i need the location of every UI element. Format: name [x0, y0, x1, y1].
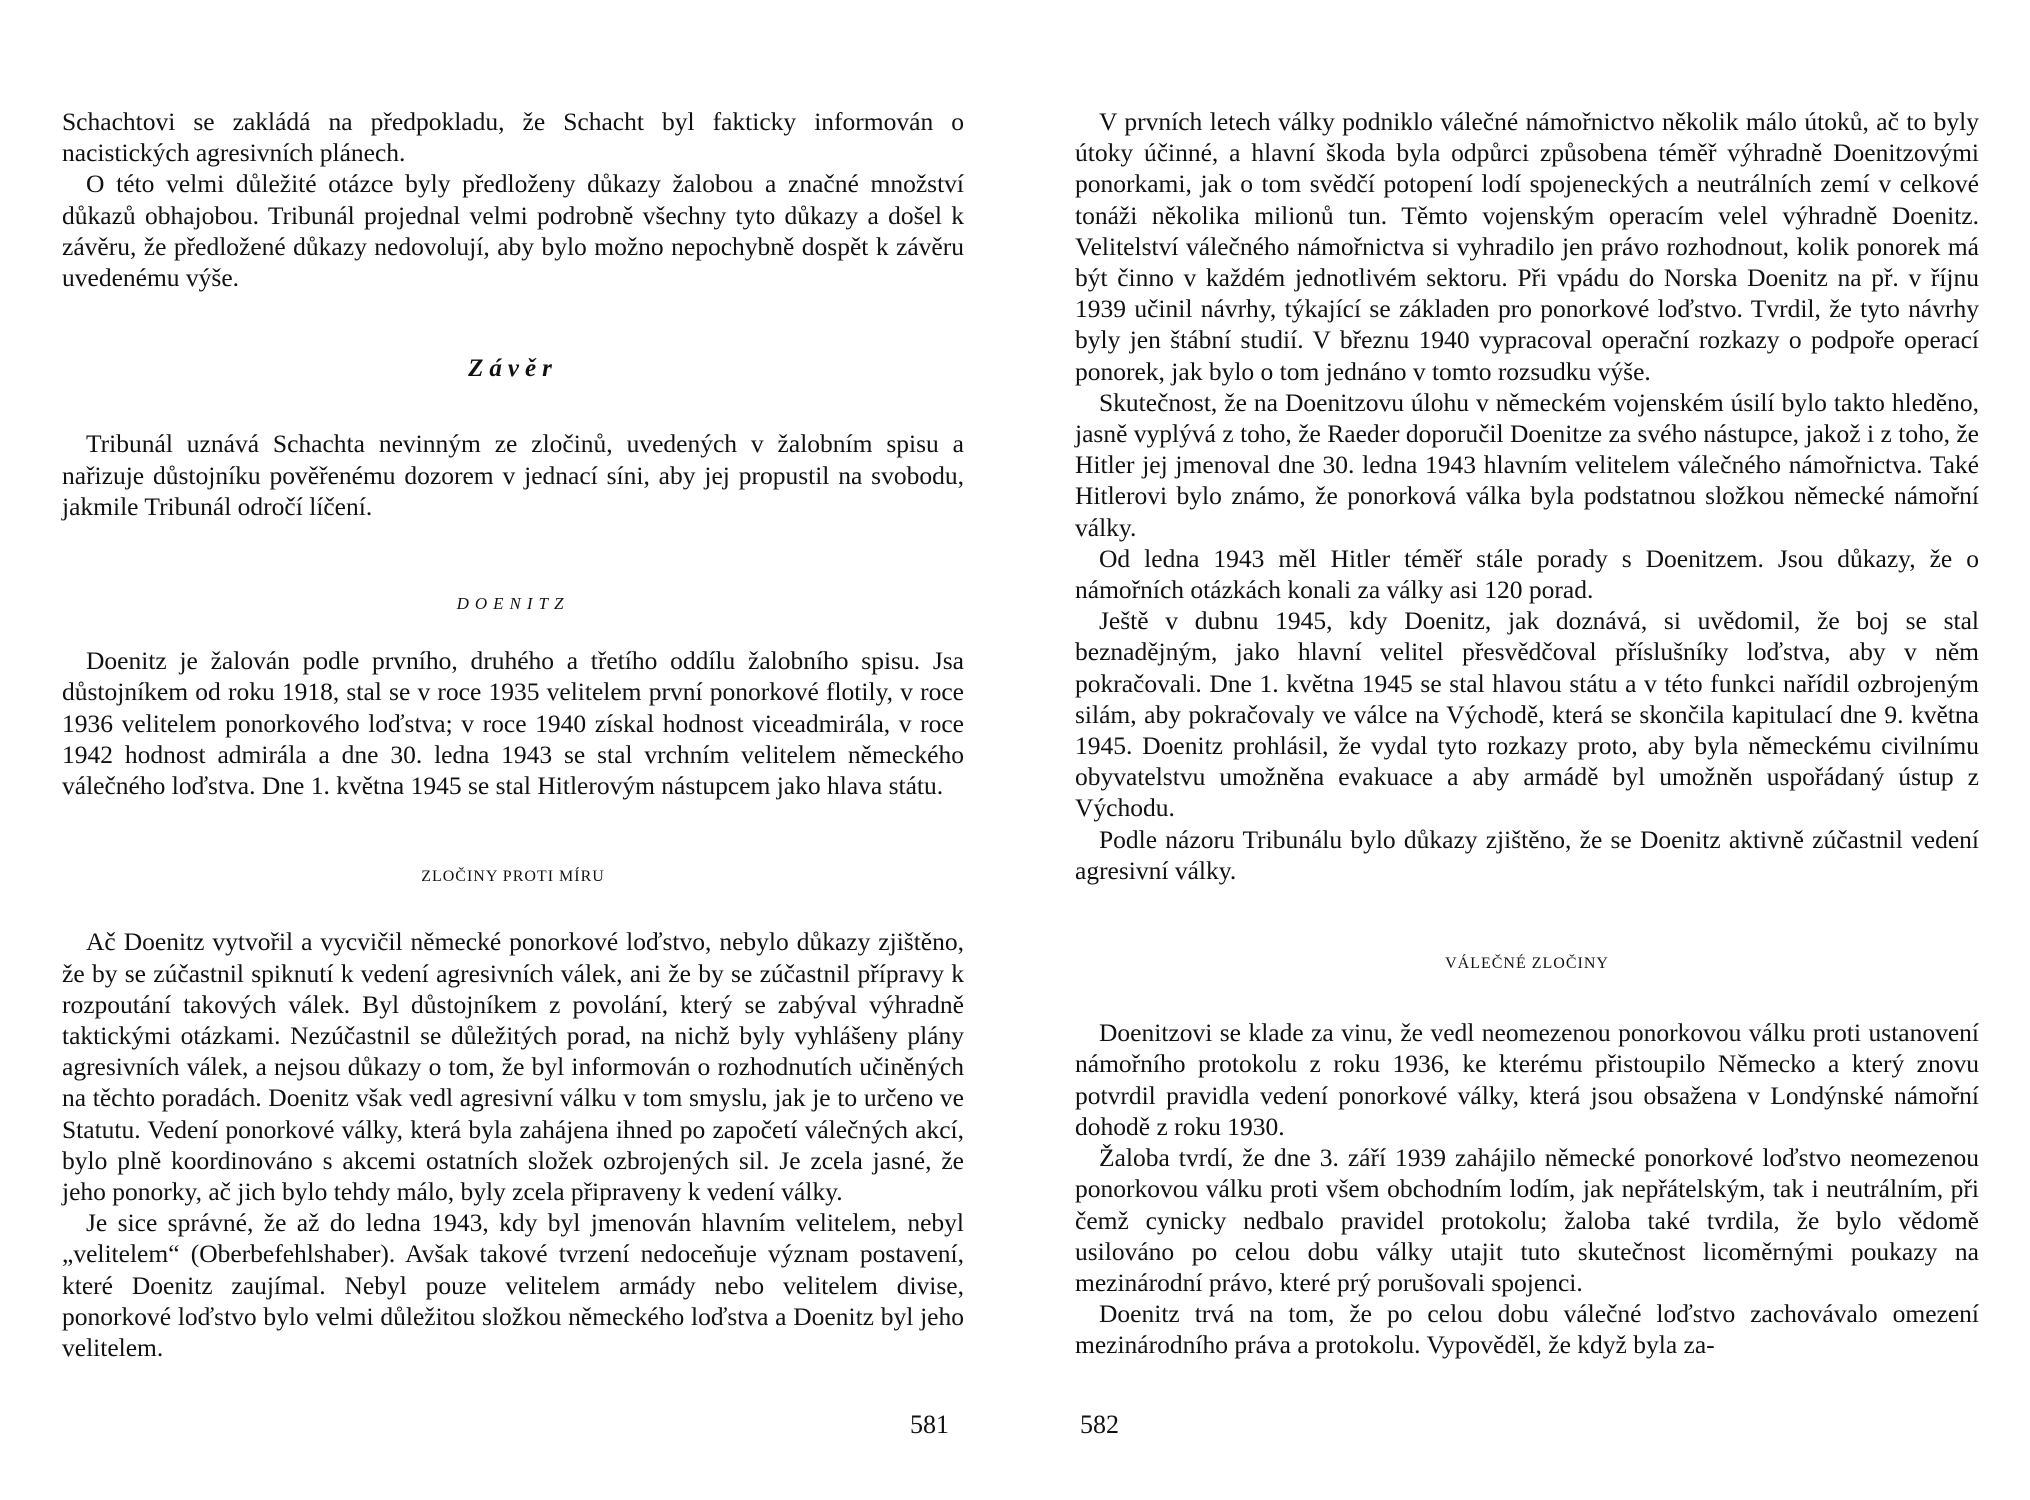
paragraph: Doenitz trvá na tom, že po celou dobu válečné loďstvo zachovávalo omezení mezinárodního práva a protokolu. Vypověděl, že když byla za- [1075, 1299, 1979, 1360]
paragraph: Doenitzovi se klade za vinu, že vedl neomezenou ponorkovou válku proti ustanovení námořního protokolu z roku 1936, ke kterému přistoupilo Německo a který znovu potvrdil pravidla vedení ponorkové války, která jsou obsažena v Londýnské námořní dohodě z roku 1930. [1075, 1018, 1979, 1141]
paragraph: Schachtovi se zakládá na předpokladu, že Schacht byl fakticky informován o nacistických agresivních plánech. [62, 107, 964, 168]
paragraph: O této velmi důležité otázce byly předloženy důkazy žalobou a značné množství důkazů obhajobou. Tribunál projednal velmi podrobně všechny tyto důkazy a došel k závěru, že předložené důkazy nedovolují, aby bylo možno nepochybně dospět k závěru uvedenému výše. [62, 169, 964, 293]
paragraph: Doenitz je žalován podle prvního, druhého a třetího oddílu žalobního spisu. Jsa důstojníkem od roku 1918, stal se v roce 1935 velitelem první ponorkové flotily, v roce 1936 velitelem ponorkového loďstva; v roce 1940 získal hodnost viceadmirála, v roce 1942 hodnost admirála a dne 30. ledna 1943 se stal vrchním velitelem německého válečného loďstva. Dne 1. května 1945 se stal Hitlerovým nástupcem jako hlava státu. [62, 646, 964, 801]
section-heading-doenitz: DOENITZ [456, 594, 570, 614]
page-number: 581 [910, 1410, 949, 1439]
paragraph: Skutečnost, že na Doenitzovu úlohu v německém vojenském úsilí bylo takto hleděno, jasně vyplývá z toho, že Raeder doporučil Doenitze za svého nástupce, jakož i z toho, že Hitler jej jmenoval dne 30. ledna 1943 hlavním velitelem válečného námořnictva. Také Hitlerovi bylo známo, že ponorková válka byla podstatnou složkou německé námořní války. [1075, 387, 1979, 542]
right-page [1015, 0, 2030, 1500]
page-number: 582 [1080, 1410, 1119, 1439]
section-heading-zaver: Závěr [468, 355, 558, 383]
section-heading-war-crimes: VÁLEČNÉ ZLOČINY [1445, 955, 1609, 973]
section-heading-crimes-against-peace: ZLOČINY PROTI MÍRU [421, 868, 605, 886]
paragraph: Od ledna 1943 měl Hitler téměř stále porady s Doenitzem. Jsou důkazy, že o námořních otázkách konali za války asi 120 porad. [1075, 543, 1979, 605]
paragraph: Žaloba tvrdí, že dne 3. září 1939 zahájilo německé ponorkové loďstvo neomezenou ponorkovou válku proti všem obchodním lodím, jak nepřátelským, tak i neutrálním, při čemž cynicky nedbalo pravidel protokolu; žaloba také tvrdila, že bylo vědomě usilováno po celou dobu války utajit tuto skutečnost licoměrnými poukazy na mezinárodní právo, které prý porušovali spojenci. [1075, 1143, 1979, 1297]
paragraph: Podle názoru Tribunálu bylo důkazy zjištěno, že se Doenitz aktivně zúčastnil vedení agresivní války. [1075, 824, 1979, 885]
left-page-text-column [62, 106, 964, 1363]
paragraph: Je sice správné, že až do ledna 1943, kdy byl jmenován hlavním velitelem, nebyl „velitelem“ (Oberbefehlshaber). Avšak takové tvrzení nedoceňuje význam postavení, které Doenitz zaujímal. Nebyl pouze velitelem armády nebo velitelem divise, ponorkové loďstvo bylo velmi důležitou složkou německého loďstva a Doenitz byl jeho velitelem. [62, 1208, 964, 1363]
right-page-text-column [1075, 106, 1979, 1361]
paragraph: Ještě v dubnu 1945, kdy Doenitz, jak doznává, si uvědomil, že boj se stal beznadějným, jako hlavní velitel přesvědčoval příslušníky loďstva, aby v něm pokračovali. Dne 1. května 1945 se stal hlavou státu a v této funkci nařídil ozbrojeným silám, aby pokračovaly ve válce na Východě, která se skončila kapitulací dne 9. května 1945. Doenitz prohlásil, že vydal tyto rozkazy proto, aby byla německému civilnímu obyvatelstvu umožněna evakuace a aby armádě byl umožněn uspořádaný ústup z Východu. [1075, 606, 1979, 823]
paragraph: V prvních letech války podniklo válečné námořnictvo několik málo útoků, ač to byly útoky účinné, a hlavní škoda byla odpůrci způsobena téměř výhradně Doenitzovými ponorkami, jak o tom svědčí potopení lodí spojeneckých a neutrálních zemí v celkové tonáži několika milionů tun. Těmto vojenským operacím velel výhradně Doenitz. Velitelství válečného námořnictva si vyhradilo jen právo rozhodnout, kolik ponorek má být činno v každém jednotlivém sektoru. Při vpádu do Norska Doenitz na př. v říjnu 1939 učinil návrhy, týkající se základen pro ponorkové loďstvo. Tvrdil, že tyto návrhy byly jen štábní studií. V březnu 1940 vypracoval operační rozkazy o podpoře operací ponorek, jak bylo o tom jednáno v tomto rozsudku výše. [1075, 107, 1979, 386]
paragraph: Tribunál uznává Schachta nevinným ze zločinů, uvedených v žalobním spisu a nařizuje důstojníku pověřenému dozorem v jednací síni, aby jej propustil na svobodu, jakmile Tribunál odročí líčení. [62, 429, 964, 521]
paragraph: Ač Doenitz vytvořil a vycvičil německé ponorkové loďstvo, nebylo důkazy zjištěno, že by se zúčastnil spiknutí k vedení agresivních válek, ani že by se zúčastnil přípravy k rozpoutání takových válek. Byl důstojníkem z povolání, který se zabýval výhradně taktickými otázkami. Nezúčastnil se důležitých porad, na nichž byly vyhlášeny plány agresivních válek, a nejsou důkazy o tom, že byl informován o rozhodnutích učiněných na těchto poradách. Doenitz však vedl agresivní válku v tom smyslu, jak je to určeno ve Statutu. Vedení ponorkové války, která byla zahájena ihned po započetí válečných akcí, bylo plně koordinováno s akcemi ostatních složek ozbrojených sil. Je zcela jasné, že jeho ponorky, ač jich bylo tehdy málo, byly zcela připraveny k vedení války. [62, 927, 964, 1207]
